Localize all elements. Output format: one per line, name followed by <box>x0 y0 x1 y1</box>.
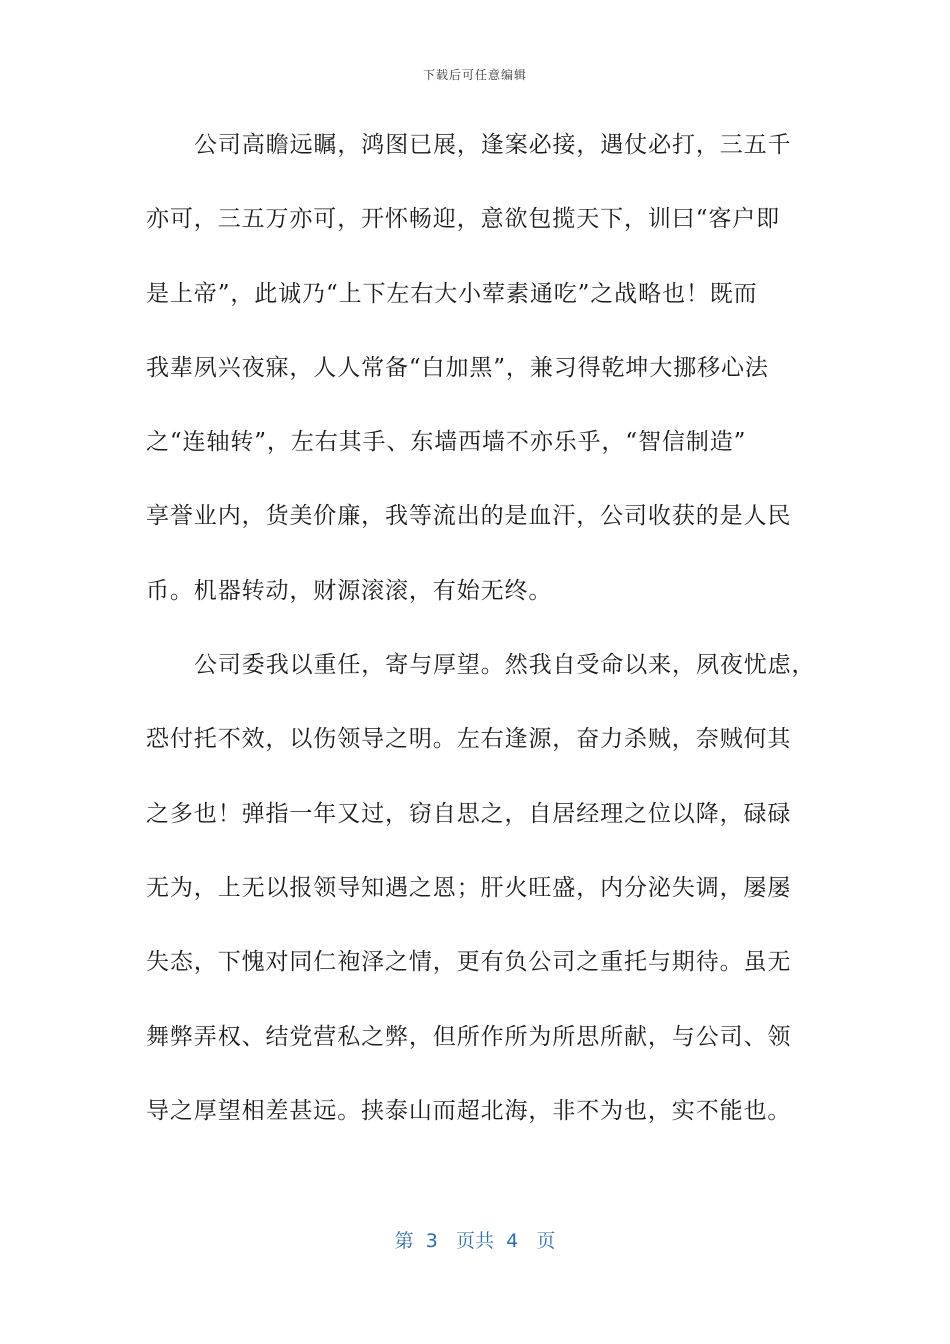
text-line: 导之厚望相差甚远。挟泰山而超北海，非不为也，实不能也。 <box>146 1097 792 1124</box>
text-line: 之多也！弹指一年又过，窃自思之，自居经理之位以降，碌碌 <box>146 800 792 827</box>
text-line: 失态，下愧对同仁袍泽之情，更有负公司之重托与期待。虽无 <box>146 949 792 976</box>
text-line: 是上帝”，此诚乃“上下左右大小荤素通吃”之战略也！既而 <box>146 280 758 307</box>
page-footer <box>0 1226 950 1253</box>
document-body <box>146 108 816 1148</box>
page-header: 下载后可任意编辑 <box>422 68 527 82</box>
text-line: 币。机器转动，财源滚滚，有始无终。 <box>146 577 553 604</box>
footer-suffix: 页 <box>536 1230 556 1252</box>
text-line: 享誉业内，货美价廉，我等流出的是血汗，公司收获的是人民 <box>146 503 792 530</box>
text-line: 公司委我以重任，寄与厚望。然我自受命以来，夙夜忧虑， <box>194 652 816 679</box>
text-line: 公司高瞻远瞩，鸿图已展，逢案必接，遇仗必打，三五千 <box>194 132 792 158</box>
current-page-number: 3 <box>425 1230 438 1252</box>
total-pages-number: 4 <box>506 1230 519 1252</box>
footer-prefix: 第 <box>394 1230 414 1252</box>
text-line: 舞弊弄权、结党营私之弊，但所作所为所思所献，与公司、领 <box>146 1023 792 1050</box>
paragraph-1 <box>146 108 806 628</box>
text-line: 亦可，三五万亦可，开怀畅迎，意欲包揽天下，训曰“客户即 <box>146 206 781 233</box>
text-line: 恐付托不效，以伤领导之明。左右逢源，奋力杀贼，奈贼何其 <box>146 726 792 753</box>
text-line: 我辈夙兴夜寐，人人常备“白加黑”，兼习得乾坤大挪移心法 <box>146 354 769 381</box>
paragraph-2 <box>146 628 816 1148</box>
text-line: 无为，上无以报领导知遇之恩；肝火旺盛，内分泌失调，屡屡 <box>146 874 792 901</box>
text-line: 之“连轴转”，左右其手、东墙西墙不亦乐乎，“智信制造” <box>146 429 747 456</box>
footer-middle: 页共 <box>455 1230 494 1252</box>
